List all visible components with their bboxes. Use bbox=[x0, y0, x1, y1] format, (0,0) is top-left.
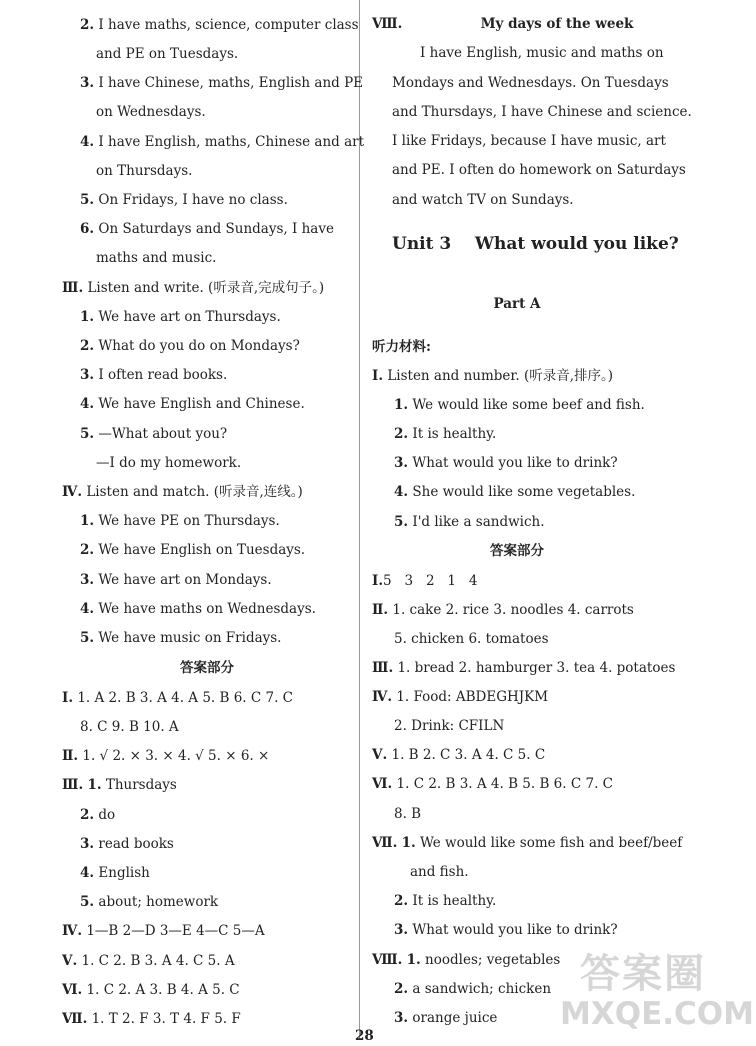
section-title: Ⅲ. Listen and write. (听录音,完成句子。) bbox=[62, 280, 325, 296]
answer-line: 3. read books bbox=[80, 836, 174, 852]
answer-line: 5. chicken 6. tomatoes bbox=[394, 631, 549, 647]
answer-line: 4. English bbox=[80, 865, 150, 881]
answer-line: Ⅱ. 1. √ 2. × 3. × 4. √ 5. × 6. × bbox=[62, 748, 270, 764]
list-item: 3. I often read books. bbox=[80, 367, 228, 383]
answer-line: Ⅳ. 1. Food: ABDEGHJKM bbox=[372, 689, 549, 705]
answer-line: Ⅵ. 1. C 2. B 3. A 4. B 5. B 6. C 7. C bbox=[372, 776, 613, 792]
answer-line: 5. about; homework bbox=[80, 894, 219, 910]
list-item: 5. —What about you? bbox=[80, 426, 228, 442]
list-item: 5. I'd like a sandwich. bbox=[394, 514, 545, 530]
answers-heading: 答案部分 bbox=[180, 660, 234, 676]
answer-line: Ⅲ. 1. bread 2. hamburger 3. tea 4. potatoes bbox=[372, 660, 676, 676]
page-number: 28 bbox=[355, 1028, 374, 1044]
answer-line: 2. Drink: CFILN bbox=[394, 718, 505, 734]
list-item: 4. We have maths on Wednesdays. bbox=[80, 601, 316, 617]
passage-line: and watch TV on Sundays. bbox=[392, 192, 574, 208]
answer-line: 3. orange juice bbox=[394, 1010, 498, 1026]
list-item: on Thursdays. bbox=[96, 163, 193, 179]
list-item: 3. We have art on Mondays. bbox=[80, 572, 272, 588]
list-item: 5. We have music on Fridays. bbox=[80, 630, 282, 646]
passage-line: and PE. I often do homework on Saturdays bbox=[392, 162, 686, 178]
list-item: 2. It is healthy. bbox=[394, 426, 497, 442]
answer-line: Ⅷ. 1. noodles; vegetables bbox=[372, 952, 561, 968]
section-number: Ⅷ. bbox=[372, 16, 403, 32]
answer-line: Ⅳ. 1—B 2—D 3—E 4—C 5—A bbox=[62, 923, 265, 939]
list-item: —I do my homework. bbox=[96, 455, 242, 471]
answers-heading: 答案部分 bbox=[490, 543, 544, 559]
answer-line: Ⅲ. 1. Thursdays bbox=[62, 777, 177, 793]
list-item: 4. She would like some vegetables. bbox=[394, 484, 636, 500]
list-item: 3. I have Chinese, maths, English and PE bbox=[80, 75, 364, 91]
list-item: 5. On Fridays, I have no class. bbox=[80, 192, 288, 208]
list-item: 2. What do you do on Mondays? bbox=[80, 338, 300, 354]
list-item: and PE on Tuesdays. bbox=[96, 46, 239, 62]
answer-line: Ⅰ.5 3 2 1 4 bbox=[372, 573, 478, 589]
answer-line: Ⅰ. 1. A 2. B 3. A 4. A 5. B 6. C 7. C bbox=[62, 690, 294, 706]
passage-line: I have English, music and maths on bbox=[420, 45, 664, 61]
answer-line: Ⅶ. 1. We would like some fish and beef/beef bbox=[372, 835, 683, 851]
list-item: maths and music. bbox=[96, 250, 217, 266]
answer-line: 3. What would you like to drink? bbox=[394, 922, 618, 938]
answer-line: 8. B bbox=[394, 806, 422, 822]
answer-line: Ⅴ. 1. C 2. B 3. A 4. C 5. A bbox=[62, 953, 235, 969]
list-item: 2. I have maths, science, computer class bbox=[80, 17, 359, 33]
section-title: Ⅰ. Listen and number. (听录音,排序。) bbox=[372, 368, 614, 384]
passage-line: Mondays and Wednesdays. On Tuesdays bbox=[392, 75, 669, 91]
answer-line: 2. do bbox=[80, 807, 116, 823]
part-title: Part A bbox=[493, 296, 541, 312]
passage-title: My days of the week bbox=[480, 16, 634, 32]
list-item: 6. On Saturdays and Sundays, I have bbox=[80, 221, 334, 237]
passage-line: I like Fridays, because I have music, art bbox=[392, 133, 666, 149]
answer-line: 2. a sandwich; chicken bbox=[394, 981, 552, 997]
answer-line: Ⅱ. 1. cake 2. rice 3. noodles 4. carrots bbox=[372, 602, 634, 618]
list-item: 4. We have English and Chinese. bbox=[80, 396, 305, 412]
answer-line: Ⅶ. 1. T 2. F 3. T 4. F 5. F bbox=[62, 1011, 241, 1027]
list-item: 1. We would like some beef and fish. bbox=[394, 397, 645, 413]
list-item: 1. We have art on Thursdays. bbox=[80, 309, 281, 325]
passage-line: and Thursdays, I have Chinese and science. bbox=[392, 104, 692, 120]
answer-line: Ⅴ. 1. B 2. C 3. A 4. C 5. C bbox=[372, 747, 546, 763]
list-item: 2. We have English on Tuesdays. bbox=[80, 542, 306, 558]
list-item: 4. I have English, maths, Chinese and art bbox=[80, 134, 365, 150]
section-title: Ⅳ. Listen and match. (听录音,连线。) bbox=[62, 484, 303, 500]
answer-line: and fish. bbox=[410, 864, 469, 880]
unit-title: Unit 3 What would you like? bbox=[392, 234, 679, 254]
answer-line: 8. C 9. B 10. A bbox=[80, 719, 179, 735]
answer-line: Ⅵ. 1. C 2. A 3. B 4. A 5. C bbox=[62, 982, 240, 998]
list-item: on Wednesdays. bbox=[96, 104, 206, 120]
column-divider bbox=[359, 0, 360, 1040]
watermark-url: MXQE.COM bbox=[560, 996, 755, 1032]
watermark-logo: 答案圈 bbox=[580, 951, 706, 997]
answer-line: 2. It is healthy. bbox=[394, 893, 497, 909]
listening-label: 听力材料: bbox=[372, 339, 431, 355]
list-item: 1. We have PE on Thursdays. bbox=[80, 513, 280, 529]
list-item: 3. What would you like to drink? bbox=[394, 455, 618, 471]
